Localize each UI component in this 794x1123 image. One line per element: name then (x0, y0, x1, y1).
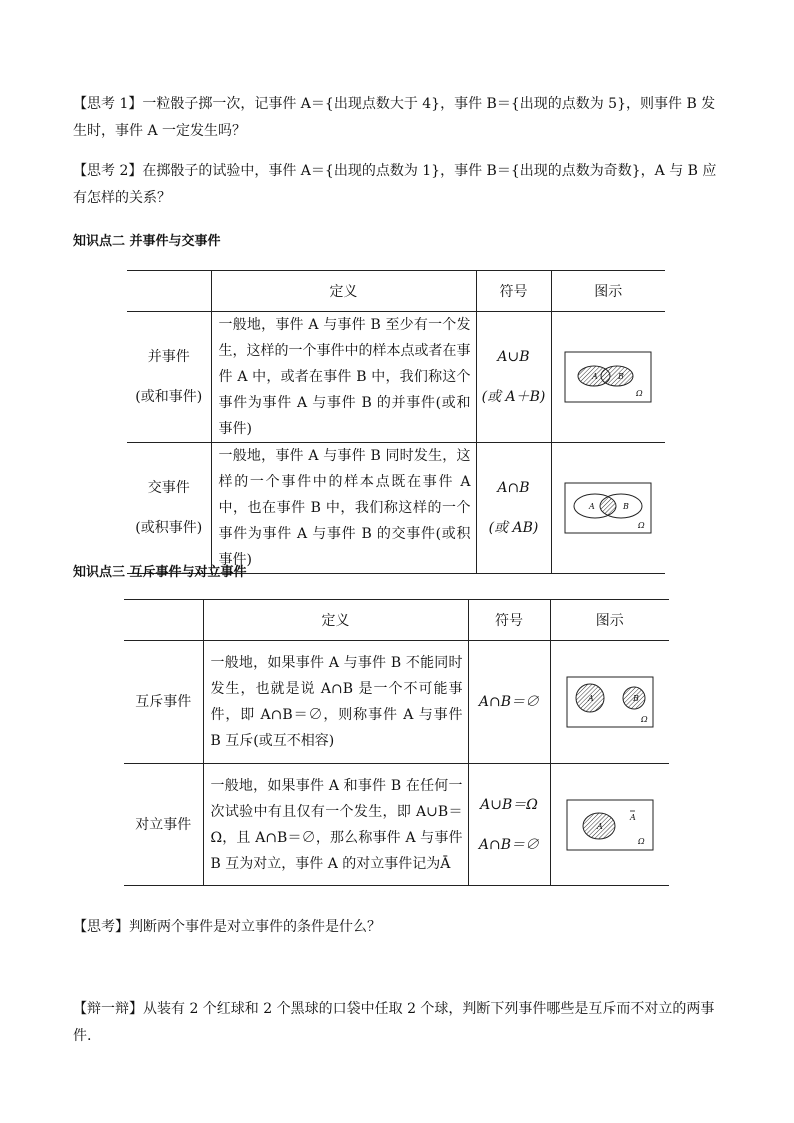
intersection-symbol: A∩B (497, 480, 530, 496)
union-symbol-alt: (或 A＋B) (481, 389, 546, 405)
complementary-label-omega: Ω (637, 836, 645, 846)
complementary-label-a: A (596, 821, 603, 831)
table2-row-complementary (124, 764, 669, 886)
complementary-label-abar: A (629, 812, 636, 822)
exclusive-symbol: A∩B＝∅ (478, 694, 540, 710)
think-question-3: 【思考】判断两个事件是对立事件的条件是什么？ (73, 919, 381, 935)
table2-header-diagram: 图示 (550, 600, 669, 641)
table1-header-definition: 定义 (211, 271, 476, 312)
intersection-event-name: 交事件 (147, 480, 190, 496)
intersection-event-alt-name: (或积事件) (135, 520, 203, 536)
exclusive-label-a: A (587, 694, 594, 703)
think-question-1: 【思考 1】一粒骰子掷一次，记事件 A＝{出现点数大于 4}，事件 B＝{出现的点数为 5}，则事件 B 发生时，事件 A 一定发生吗？ (73, 96, 716, 139)
table1-row-intersection (127, 443, 665, 574)
complementary-symbol-union: A∪B＝Ω (480, 796, 538, 813)
table1-header-diagram: 图示 (551, 271, 665, 312)
complementary-venn-diagram (566, 799, 654, 851)
table2-header-symbol: 符号 (468, 600, 550, 641)
union-intersection-table (127, 270, 665, 574)
table2-blank-header (124, 600, 203, 641)
union-label-b: B (618, 372, 625, 381)
union-symbol: A∪B (497, 349, 530, 365)
intersection-venn-diagram (564, 482, 652, 534)
exclusive-event-name: 互斥事件 (124, 641, 203, 764)
union-venn-diagram (564, 351, 652, 403)
union-event-definition: 一般地，事件 A 与事件 B 至少有一个发生，这样的一个事件中的样本点或者在事件 A 中，或者在事件 B 中，我们称这个事件为事件 A 与事件 B 的并事件(或和事件) (211, 312, 476, 443)
table1-blank-header (127, 271, 211, 312)
section-heading-2: 知识点二 并事件与交事件 (73, 234, 221, 249)
table2-row-exclusive (124, 641, 669, 764)
complementary-symbol-intersection: A∩B＝∅ (478, 836, 540, 853)
debate-question: 【辩一辩】从装有 2 个红球和 2 个黑球的口袋中任取 2 个球，判断下列事件哪些是互斥而不对立的两事件. (73, 1001, 715, 1044)
exclusive-label-omega: Ω (640, 715, 648, 724)
think-question-2: 【思考 2】在掷骰子的试验中，事件 A＝{出现的点数为 1}，事件 B＝{出现的点数为奇数}，A 与 B 应有怎样的关系？ (73, 163, 717, 206)
intersection-label-b: B (623, 502, 630, 511)
intersection-event-definition: 一般地，事件 A 与事件 B 同时发生，这样的一个事件中的样本点既在事件 A 中，也在事件 B 中，我们称这样的一个事件为事件 A 与事件 B 的交事件(或积事件) (211, 443, 476, 574)
intersection-label-omega: Ω (638, 521, 645, 530)
union-event-name: 并事件 (147, 349, 190, 365)
union-label-a: A (592, 372, 599, 381)
union-label-omega: Ω (636, 389, 643, 398)
exclusive-event-definition: 一般地，如果事件 A 与事件 B 不能同时发生，也就是说 A∩B 是一个不可能事件，即 A∩B＝∅，则称事件 A 与事件 B 互斥(或互不相容) (203, 641, 468, 764)
union-event-alt-name: (或和事件) (135, 389, 203, 405)
section-heading-3: 知识点三 互斥事件与对立事件 (73, 565, 247, 580)
intersection-label-a: A (589, 502, 596, 511)
table1-header-symbol: 符号 (476, 271, 551, 312)
exclusive-label-b: B (632, 694, 639, 703)
complementary-event-definition: 一般地，如果事件 A 和事件 B 在任何一次试验中有且仅有一个发生，即 A∪B＝Ω，且 A∩B＝∅，那么称事件 A 与事件 B 互为对立，事件 A 的对立事件记为Ā (203, 764, 468, 886)
intersection-symbol-alt: (或 AB) (488, 520, 539, 536)
table2-header-definition: 定义 (203, 600, 468, 641)
exclusive-venn-diagram (566, 676, 654, 728)
exclusive-complementary-table (124, 599, 669, 886)
table1-row-union (127, 312, 665, 443)
complementary-event-name: 对立事件 (124, 764, 203, 886)
